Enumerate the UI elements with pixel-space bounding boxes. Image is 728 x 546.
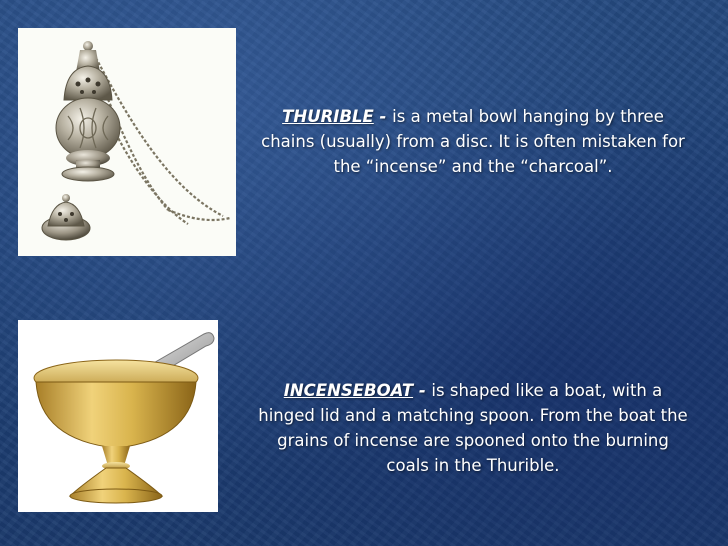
thurible-image [18, 28, 236, 256]
incenseboat-term: INCENSEBOAT [283, 381, 414, 400]
incenseboat-description: is shaped like a boat, with a hinged lid and a matching spoon. From the boat the grains of incense are spooned onto the burning coals in the Thurible. [258, 381, 688, 475]
thurible-separator: - [373, 107, 393, 126]
incenseboat-image [18, 320, 218, 512]
incenseboat-caption [258, 378, 688, 478]
thurible-photo [18, 28, 236, 256]
incenseboat-separator: - [413, 381, 432, 400]
thurible-caption [258, 104, 688, 179]
incenseboat-photo [18, 320, 218, 512]
thurible-description: is a metal bowl hanging by three chains (usually) from a disc. It is often mistaken for the “incense” and the “charcoal”. [261, 107, 685, 176]
thurible-term: THURIBLE [282, 107, 374, 126]
